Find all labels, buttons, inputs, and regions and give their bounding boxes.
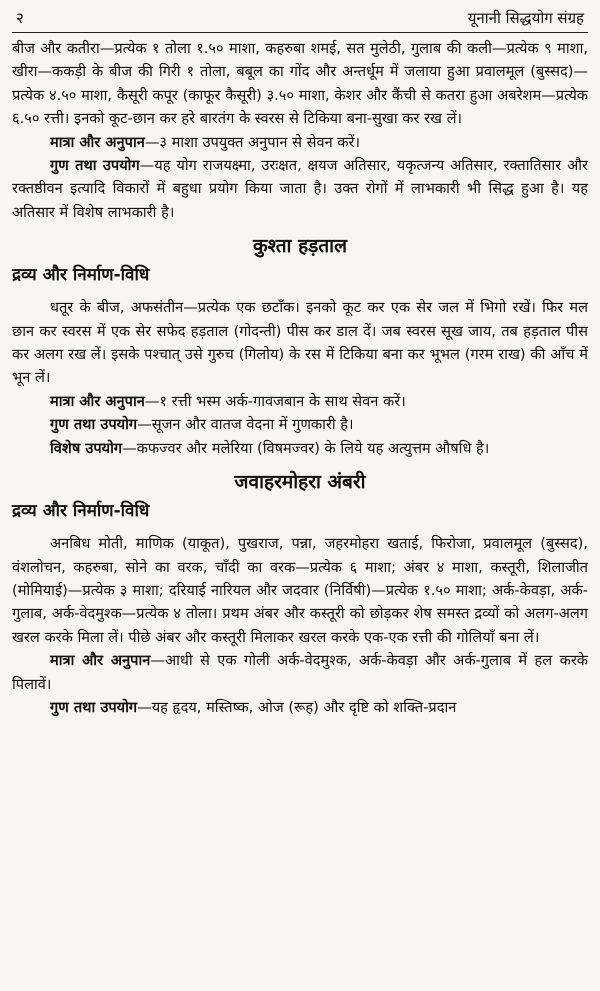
dose-paragraph <box>12 131 588 154</box>
page-number: २ <box>16 9 24 27</box>
section-title-kushta-hartal: कुश्ता हड़ताल <box>253 235 347 258</box>
uses-text: —यह हृदय, मस्तिष्क, ओज (रूह) और दृष्टि को शक्ति-प्रदान <box>137 698 457 716</box>
running-title: यूनानी सिद्धयोग संग्रह <box>467 9 584 27</box>
dose-paragraph <box>12 649 588 696</box>
uses-label: गुण तथा उपयोग <box>50 698 138 716</box>
uses-paragraph <box>12 413 588 436</box>
dose-label: मात्रा और अनुपान <box>50 652 151 670</box>
uses-text: —यह योग राजयक्ष्मा, उरःक्षत, क्षयज अतिसार, यकृत्जन्य अतिसार, रक्तातिसार और रक्तष्ठीवन इत्यादि विकारों में बहुधा प्रयोग किया जाता है। उक्त रोगों में लाभकारी भी सिद्ध हुआ है। यह अतिसार में विशेष लाभकारी है। <box>12 157 588 221</box>
uses-text: —सूजन और वातज वेदना में गुणकारी है। <box>137 416 354 434</box>
section-title-jawaharmohra-ambari: जवाहरमोहरा अंबरी <box>234 471 366 494</box>
special-use-label: विशेष उपयोग <box>50 439 123 457</box>
uses-paragraph <box>12 696 588 719</box>
section-subtitle-preparation: द्रव्य और निर्माण-विधि <box>12 265 150 286</box>
uses-label: गुण तथा उपयोग <box>50 157 140 175</box>
preparation-paragraph: अनबिध मोती, माणिक (याकूत), पुखराज, पन्ना, जहरमोहरा खताई, फिरोजा, प्रवालमूल (बुस्सद), वंशलोचन, कहरुबा, सोने का वरक, चाँदी का वरक—प्रत्येक ६ माशा; अंबर ४ माशा, कस्तूरी, शिलाजीत (मोमियाई)—प्रत्येक ३ माशा; दरियाई नारियल और जदवार (निर्विषी)—प्रत्येक १.५० माशा; अर्क-केवड़ा, अर्क-गुलाब, अर्क-वेदमुश्क—प्रत्येक ४ तोला। प्रथम अंबर और कस्तूरी को छोड़कर शेष समस्त द्रव्यों को अलग-अलग खरल करके मिला लें। पीछे अंबर और कस्तूरी मिलाकर खरल करके एक-एक रत्ती की गोलियाँ बना लें। <box>12 535 588 646</box>
section-subtitle-preparation: द्रव्य और निर्माण-विधि <box>12 501 150 522</box>
special-use-paragraph <box>12 437 588 460</box>
uses-paragraph <box>12 154 588 224</box>
special-use-text: —कफज्वर और मलेरिया (विषमज्वर) के लिये यह अत्युत्तम औषधि है। <box>122 439 490 457</box>
uses-label: गुण तथा उपयोग <box>50 416 138 434</box>
preparation-paragraph: धतूर के बीज, अफसंतीन—प्रत्येक एक छटाँक। इनको कूट कर एक सेर जल में भिगो रखें। फिर मल छान कर स्वरस में एक सेर सफेद हड़ताल (गोदन्ती) पीस कर डाल दें। जब स्वरस सूख जाय, तब हड़ताल पीस कर अलग रख लें। इसके पश्चात् उसे गुरुच (गिलोय) के रस में टिकिया बना कर भूभल (गरम राख) की आँच में भून लें। <box>12 299 588 387</box>
dose-paragraph <box>12 390 588 413</box>
dose-text: —१ रत्ती भस्म अर्क-गावजबान के साथ सेवन करें। <box>144 392 406 410</box>
dose-text: —आधी से एक गोली अर्क-वेदमुश्क, अर्क-केवड़ा और अर्क-गुलाब में हल करके पिलावें। <box>12 652 588 693</box>
ingredients-paragraph-continued: बीज और कतीरा—प्रत्येक १ तोला १.५० माशा, कहरुबा शमई, सत मुलेठी, गुलाब की कली—प्रत्येक ९ माशा, खीरा—ककड़ी के बीज की गिरी १ तोला, बबूल का गोंद और अन्तर्धूम में जलाया हुआ प्रवालमूल (बुस्सद)—प्रत्येक ४.५० माशा, कैसूरी कपूर (काफूर कैसूरी) ३.५० माशा, केशर और कैंची से कतरा हुआ अबरेशम—प्रत्येक ६.५० रत्ती। इनको कूट-छान कर हरे बारतंग के स्वरस से टिकिया बना-सुखा कर रख लें। <box>12 40 588 128</box>
dose-label: मात्रा और अनुपान <box>50 133 145 151</box>
page-header <box>12 8 588 33</box>
dose-text: —३ माशा उपयुक्त अनुपान से सेवन करें। <box>144 133 361 151</box>
dose-label: मात्रा और अनुपान <box>50 392 145 410</box>
